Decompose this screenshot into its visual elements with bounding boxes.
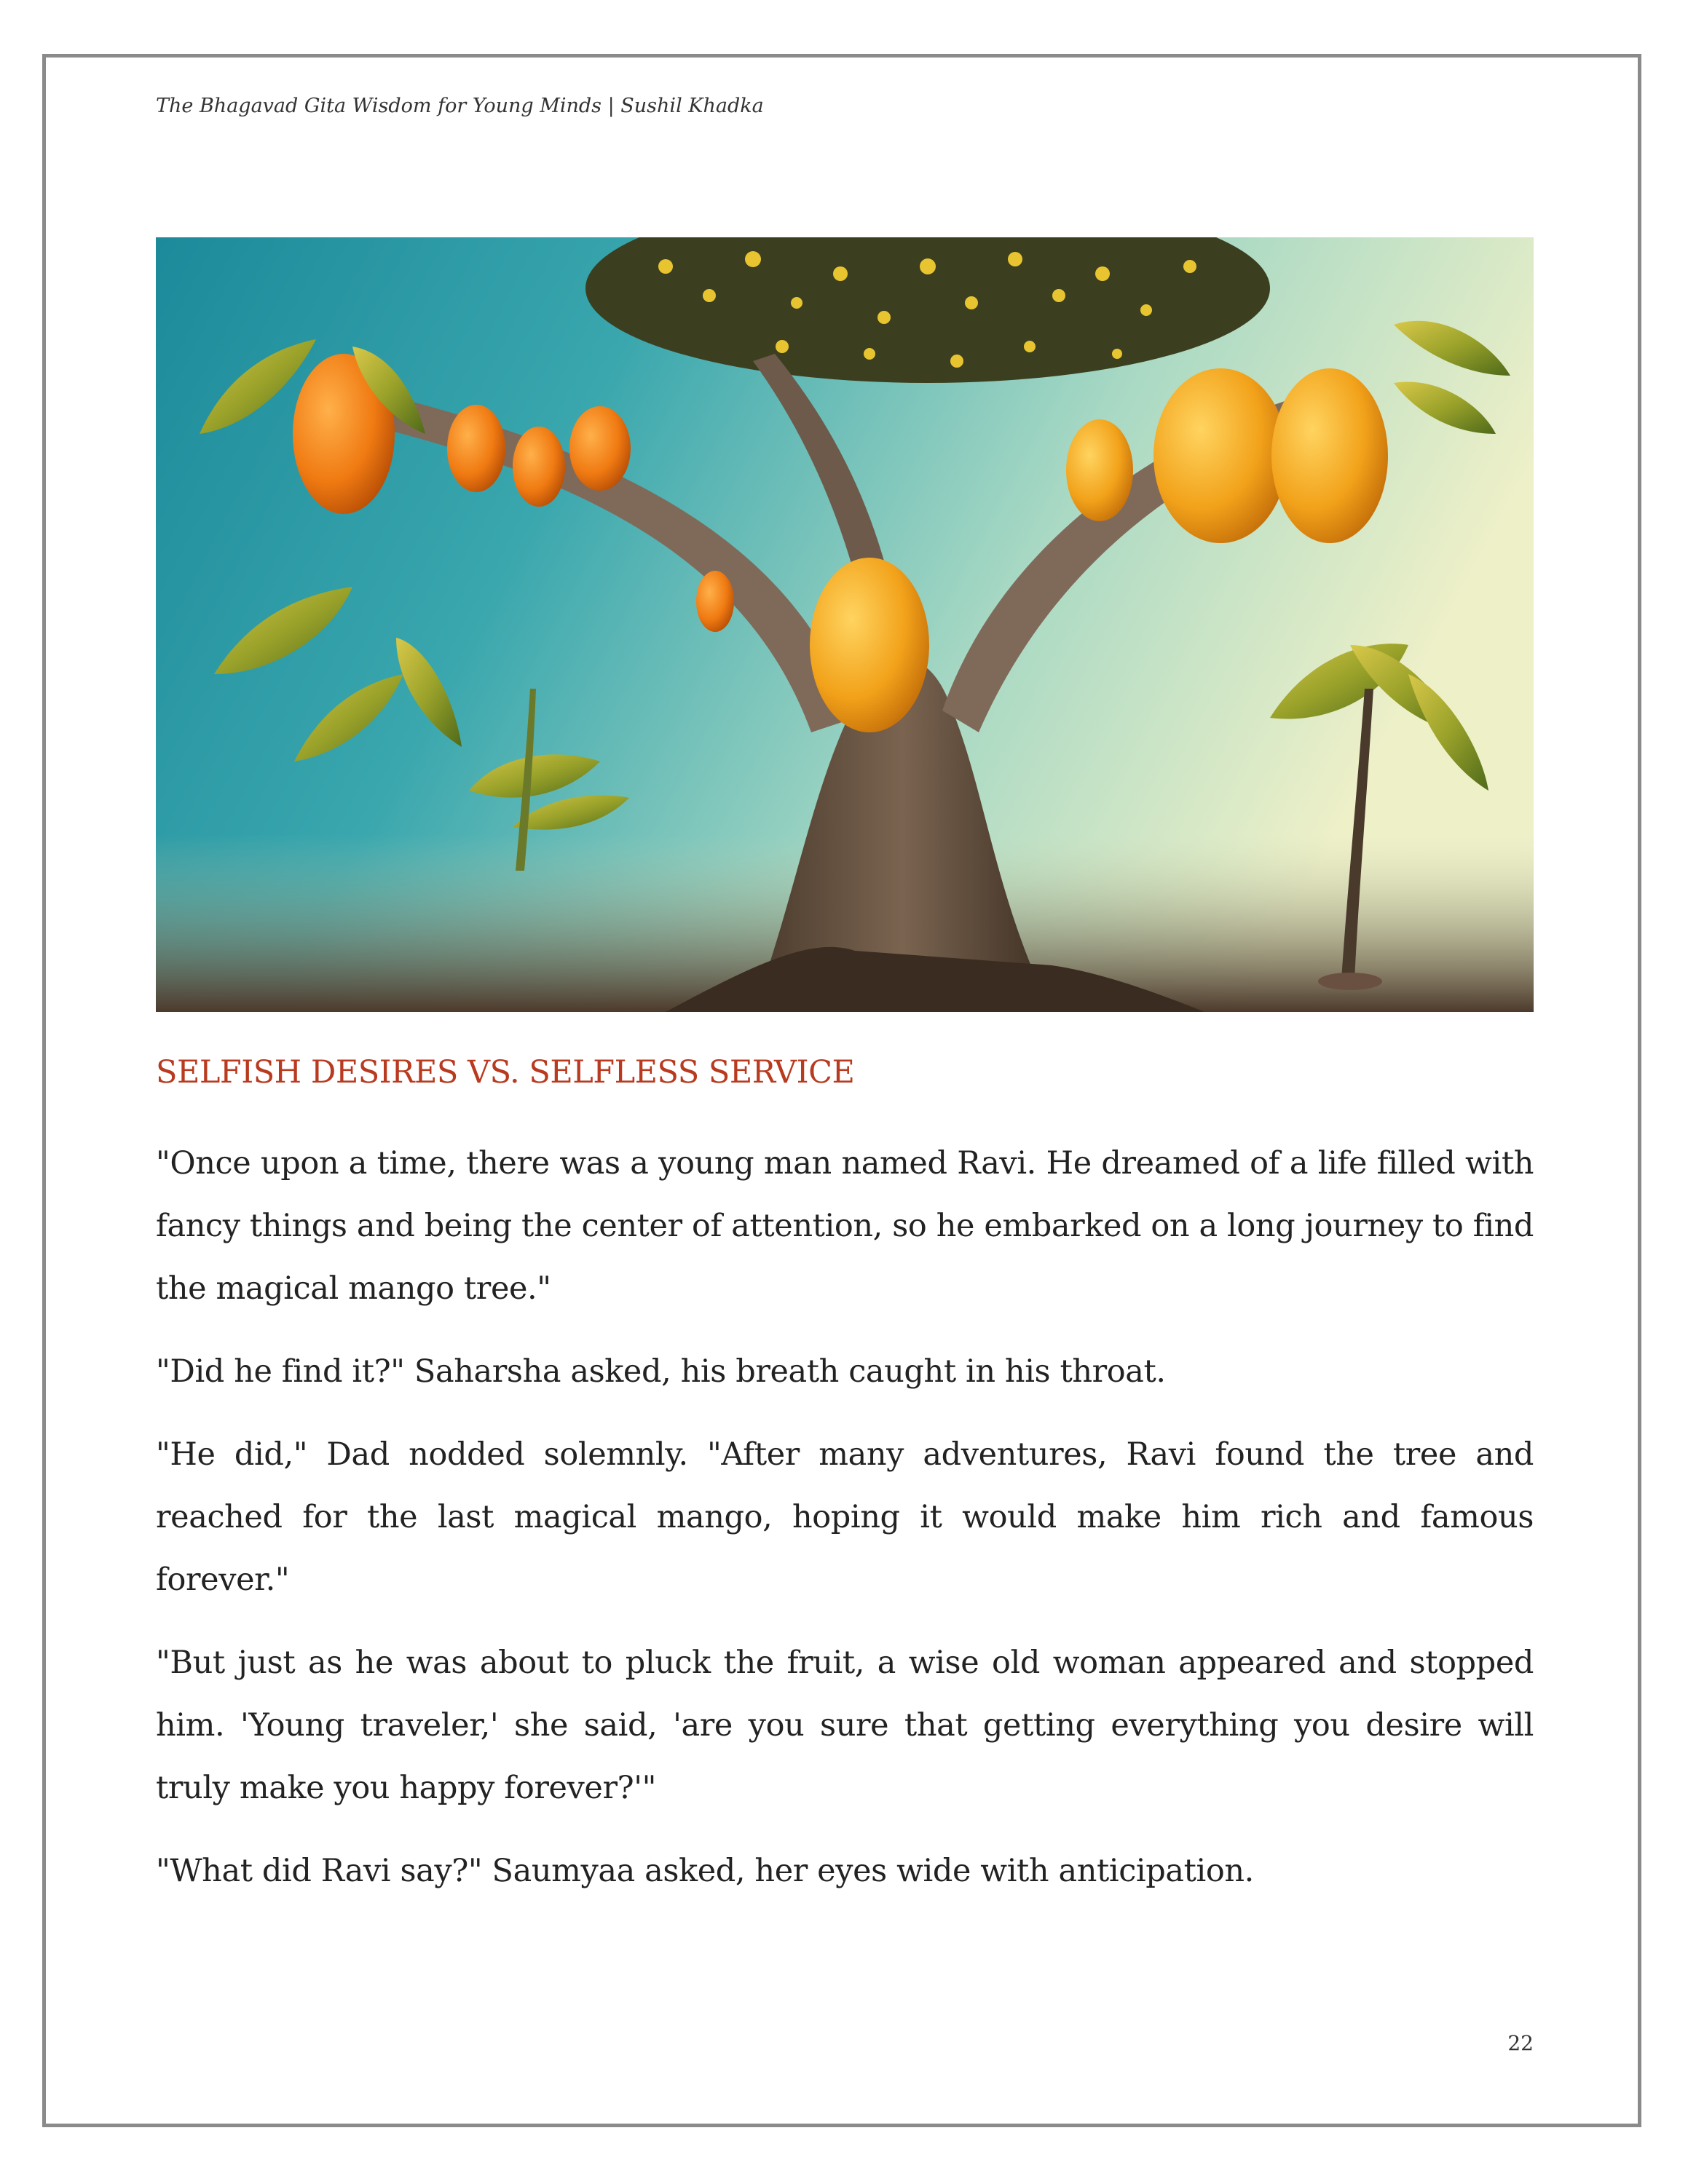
paragraph: "Once upon a time, there was a young man named Ravi. He dreamed of a life filled with fancy things and being the center of attention, so he embarked on a long journey to find the magical mango tree.": [156, 1145, 1534, 1307]
paragraph: "He did," Dad nodded solemnly. "After many adventures, Ravi found the tree and reached for the last magical mango, hoping it would make him rich and famous forever.": [156, 1436, 1534, 1598]
paragraph: "Did he find it?" Saharsha asked, his breath caught in his throat.: [156, 1353, 1166, 1390]
running-header: The Bhagavad Gita Wisdom for Young Minds | Sushil Khadka: [156, 95, 764, 117]
paragraph: "But just as he was about to pluck the fruit, a wise old woman appeared and stopped him. 'Young traveler,' she said, 'are you sure that getting everything you desire will truly make you happy forever?'": [156, 1645, 1534, 1806]
story-body: [156, 1132, 1534, 1923]
page-number: 22: [1507, 2031, 1534, 2055]
paragraph: "What did Ravi say?" Saumyaa asked, her eyes wide with anticipation.: [156, 1853, 1254, 1889]
section-title: SELFISH DESIRES VS. SELFLESS SERVICE: [156, 1054, 855, 1091]
mango-tree-illustration: [156, 237, 1534, 1012]
